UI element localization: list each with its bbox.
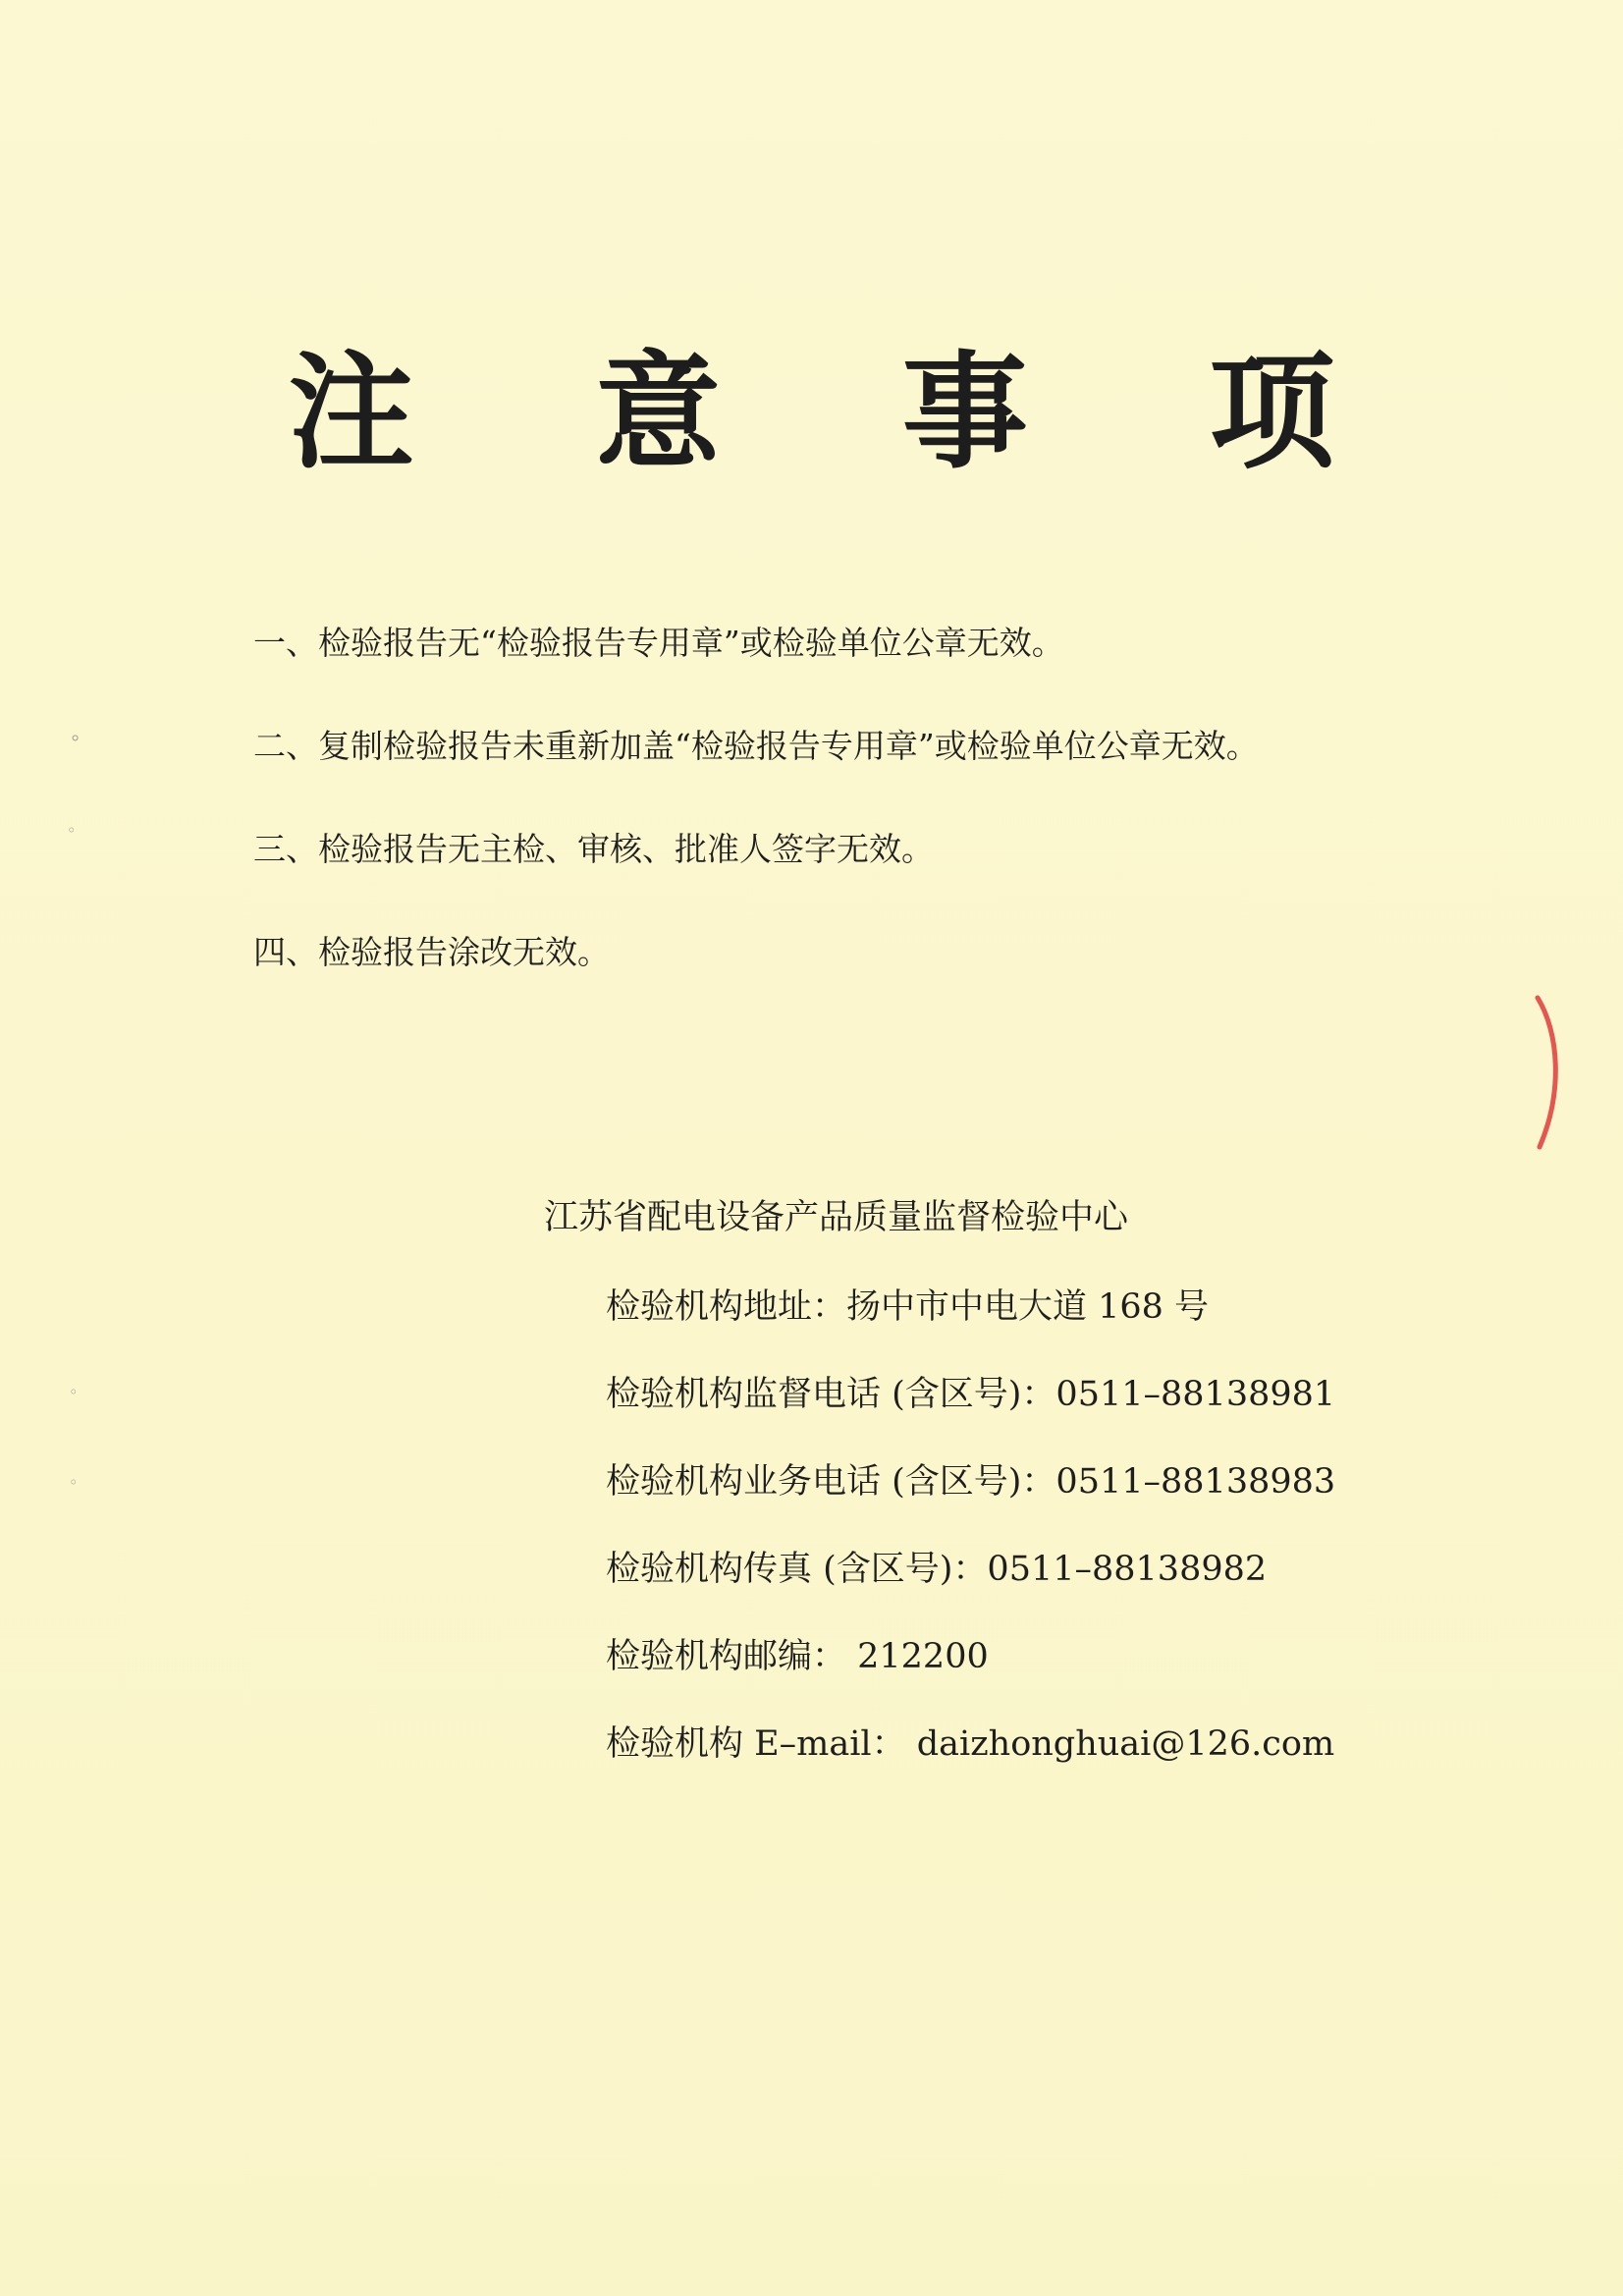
contact-fax: 检验机构传真 (含区号)：0511–88138982: [606, 1550, 1268, 1589]
contact-info-list: [606, 1283, 1335, 1807]
binding-mark: ⸰: [71, 729, 81, 747]
binding-mark: ◦: [69, 1473, 79, 1492]
notes-list: [253, 619, 1490, 1031]
note-item: 三、检验报告无主检、审核、批准人签字无效。: [253, 830, 934, 868]
note-item: 四、检验报告涂改无效。: [253, 933, 610, 971]
page-title: 注 意 事 项: [288, 339, 1404, 486]
binding-mark: ◦: [67, 821, 77, 840]
contact-address: 检验机构地址：扬中市中电大道 168 号: [606, 1287, 1210, 1327]
contact-postcode: 检验机构邮编： 212200: [606, 1637, 989, 1676]
note-item: 一、检验报告无“检验报告专用章”或检验单位公章无效。: [253, 624, 1064, 662]
binding-mark: ◦: [69, 1383, 79, 1401]
contact-business-phone: 检验机构业务电话 (含区号)：0511–88138983: [606, 1462, 1336, 1502]
contact-supervision-phone: 检验机构监督电话 (含区号)：0511–88138981: [606, 1375, 1336, 1414]
contact-email: 检验机构 E–mail： daizhonghuai@126.com: [606, 1724, 1335, 1764]
red-stamp-edge: [1530, 994, 1569, 1151]
organization-name: 江苏省配电设备产品质量监督检验中心: [544, 1198, 1129, 1237]
note-item: 二、复制检验报告未重新加盖“检验报告专用章”或检验单位公章无效。: [253, 727, 1259, 765]
